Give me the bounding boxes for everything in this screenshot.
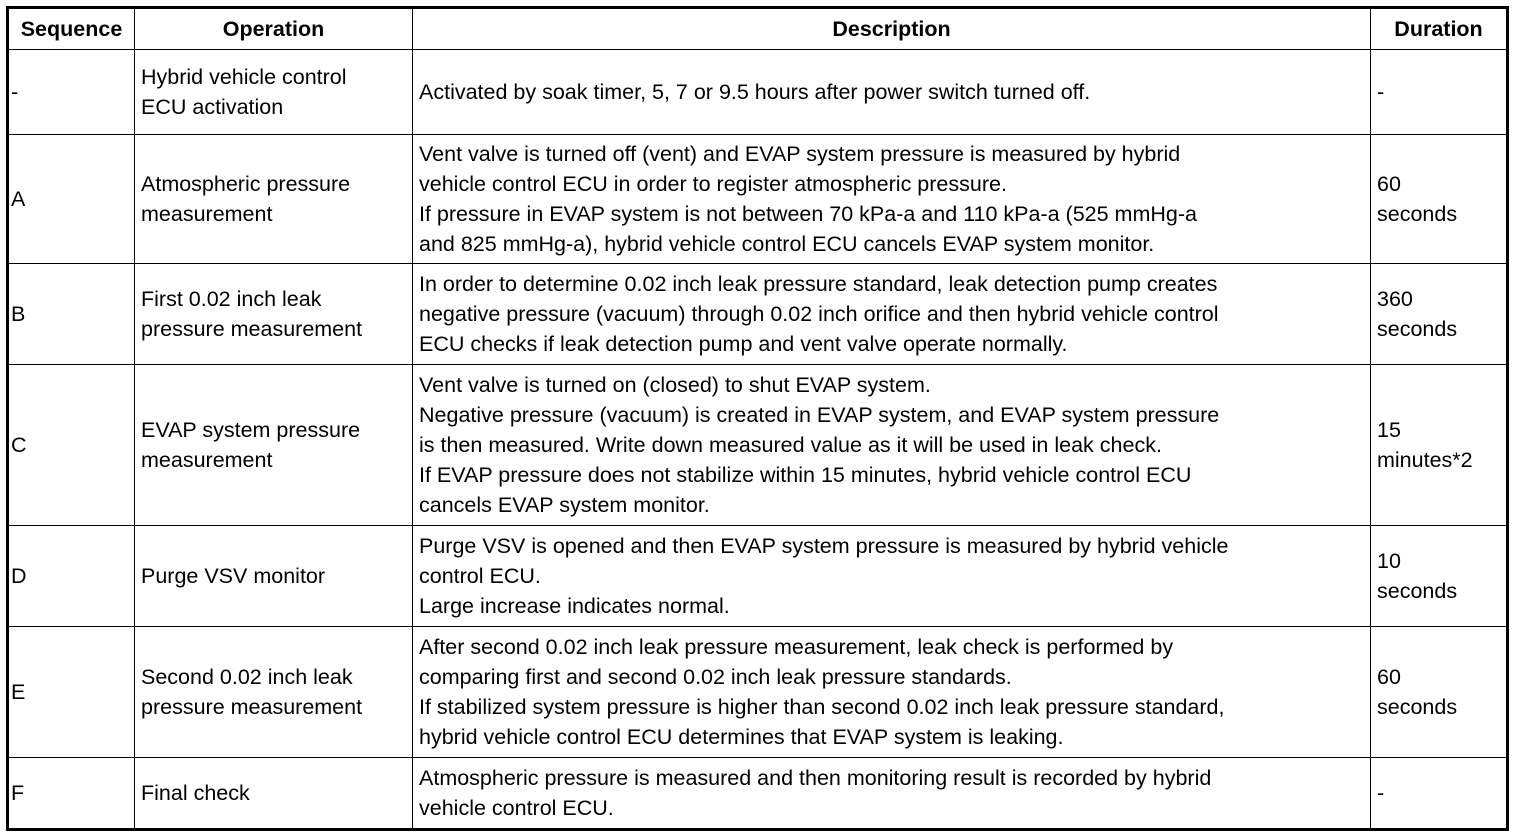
table-row [8,264,1508,365]
table-row [8,758,1508,830]
cell-description-line: cancels EVAP system monitor. [419,493,710,517]
cell-operation [135,135,413,264]
cell-operation-line: Hybrid vehicle control [141,65,347,89]
cell-description-line: vehicle control ECU. [419,796,614,820]
cell-description-line: If EVAP pressure does not stabilize within 15 minutes, hybrid vehicle control ECU [419,463,1192,487]
cell-duration [1371,627,1508,758]
cell-operation-line: ECU activation [141,95,284,119]
cell-operation-line: pressure measurement [141,317,363,341]
cell-sequence: E [8,627,135,758]
cell-description-line: Vent valve is turned on (closed) to shut EVAP system. [419,373,931,397]
cell-description [413,365,1371,526]
table-row [8,50,1508,135]
cell-description-line: and 825 mmHg-a), hybrid vehicle control ECU cancels EVAP system monitor. [419,232,1155,256]
cell-operation [135,365,413,526]
cell-description-line: ECU checks if leak detection pump and vent valve operate normally. [419,332,1068,356]
table-header [8,8,1508,50]
table-body [8,50,1508,830]
cell-description [413,50,1371,135]
cell-description-line: is then measured. Write down measured value as it will be used in leak check. [419,433,1162,457]
cell-description-line: In order to determine 0.02 inch leak pressure standard, leak detection pump creates [419,272,1218,296]
cell-duration-line: - [1377,781,1385,805]
table-row [8,526,1508,627]
cell-duration-line: seconds [1377,202,1458,226]
table-row [8,135,1508,264]
cell-operation-line: First 0.02 inch leak [141,287,322,311]
cell-sequence: D [8,526,135,627]
cell-operation-line: Atmospheric pressure [141,172,351,196]
cell-description-line: hybrid vehicle control ECU determines that EVAP system is leaking. [419,725,1064,749]
cell-description-line: If stabilized system pressure is higher than second 0.02 inch leak pressure standard, [419,695,1225,719]
cell-sequence: B [8,264,135,365]
header-operation: Operation [135,8,413,50]
cell-operation-line: Second 0.02 inch leak [141,665,353,689]
cell-operation [135,50,413,135]
cell-operation-line: measurement [141,448,273,472]
cell-operation-line: EVAP system pressure [141,418,361,442]
cell-operation-line: Purge VSV monitor [141,564,326,588]
table-row [8,365,1508,526]
cell-description-line: Purge VSV is opened and then EVAP system pressure is measured by hybrid vehicle [419,534,1229,558]
cell-operation [135,526,413,627]
cell-duration [1371,264,1508,365]
cell-description-line: Large increase indicates normal. [419,594,730,618]
cell-description [413,526,1371,627]
cell-description-line: Activated by soak timer, 5, 7 or 9.5 hours after power switch turned off. [419,80,1091,104]
cell-duration-line: - [1377,80,1385,104]
cell-duration-line: 10 [1377,549,1401,573]
cell-duration-line: seconds [1377,695,1458,719]
cell-duration-line: 60 [1377,172,1401,196]
cell-description-line: vehicle control ECU in order to register atmospheric pressure. [419,172,1007,196]
cell-description-line: comparing first and second 0.02 inch leak pressure standards. [419,665,1012,689]
cell-description-line: negative pressure (vacuum) through 0.02 inch orifice and then hybrid vehicle control [419,302,1219,326]
cell-description [413,627,1371,758]
cell-sequence: F [8,758,135,830]
cell-description-line: If pressure in EVAP system is not between 70 kPa-a and 110 kPa-a (525 mmHg-a [419,202,1197,226]
cell-description-line: Atmospheric pressure is measured and then monitoring result is recorded by hybrid [419,766,1212,790]
cell-duration [1371,50,1508,135]
cell-description-line: After second 0.02 inch leak pressure measurement, leak check is performed by [419,635,1174,659]
cell-operation [135,627,413,758]
cell-sequence: C [8,365,135,526]
table-row [8,627,1508,758]
cell-duration [1371,758,1508,830]
cell-operation-line: pressure measurement [141,695,363,719]
cell-operation [135,264,413,365]
cell-description-line: control ECU. [419,564,541,588]
cell-operation-line: Final check [141,781,250,805]
evap-monitor-table [6,6,1509,831]
cell-duration-line: seconds [1377,579,1458,603]
cell-description [413,758,1371,830]
header-row [8,8,1508,50]
cell-duration-line: 60 [1377,665,1401,689]
cell-duration [1371,526,1508,627]
header-duration: Duration [1371,8,1508,50]
cell-description [413,135,1371,264]
cell-description [413,264,1371,365]
cell-description-line: Vent valve is turned off (vent) and EVAP system pressure is measured by hybrid [419,142,1181,166]
cell-duration-line: seconds [1377,317,1458,341]
cell-duration-line: 15 [1377,418,1401,442]
cell-sequence: A [8,135,135,264]
cell-sequence: - [8,50,135,135]
cell-duration-line: 360 [1377,287,1413,311]
header-description: Description [413,8,1371,50]
cell-operation [135,758,413,830]
header-sequence: Sequence [8,8,135,50]
cell-duration [1371,135,1508,264]
cell-duration [1371,365,1508,526]
cell-description-line: Negative pressure (vacuum) is created in EVAP system, and EVAP system pressure [419,403,1220,427]
cell-duration-line: minutes*2 [1377,448,1473,472]
cell-operation-line: measurement [141,202,273,226]
